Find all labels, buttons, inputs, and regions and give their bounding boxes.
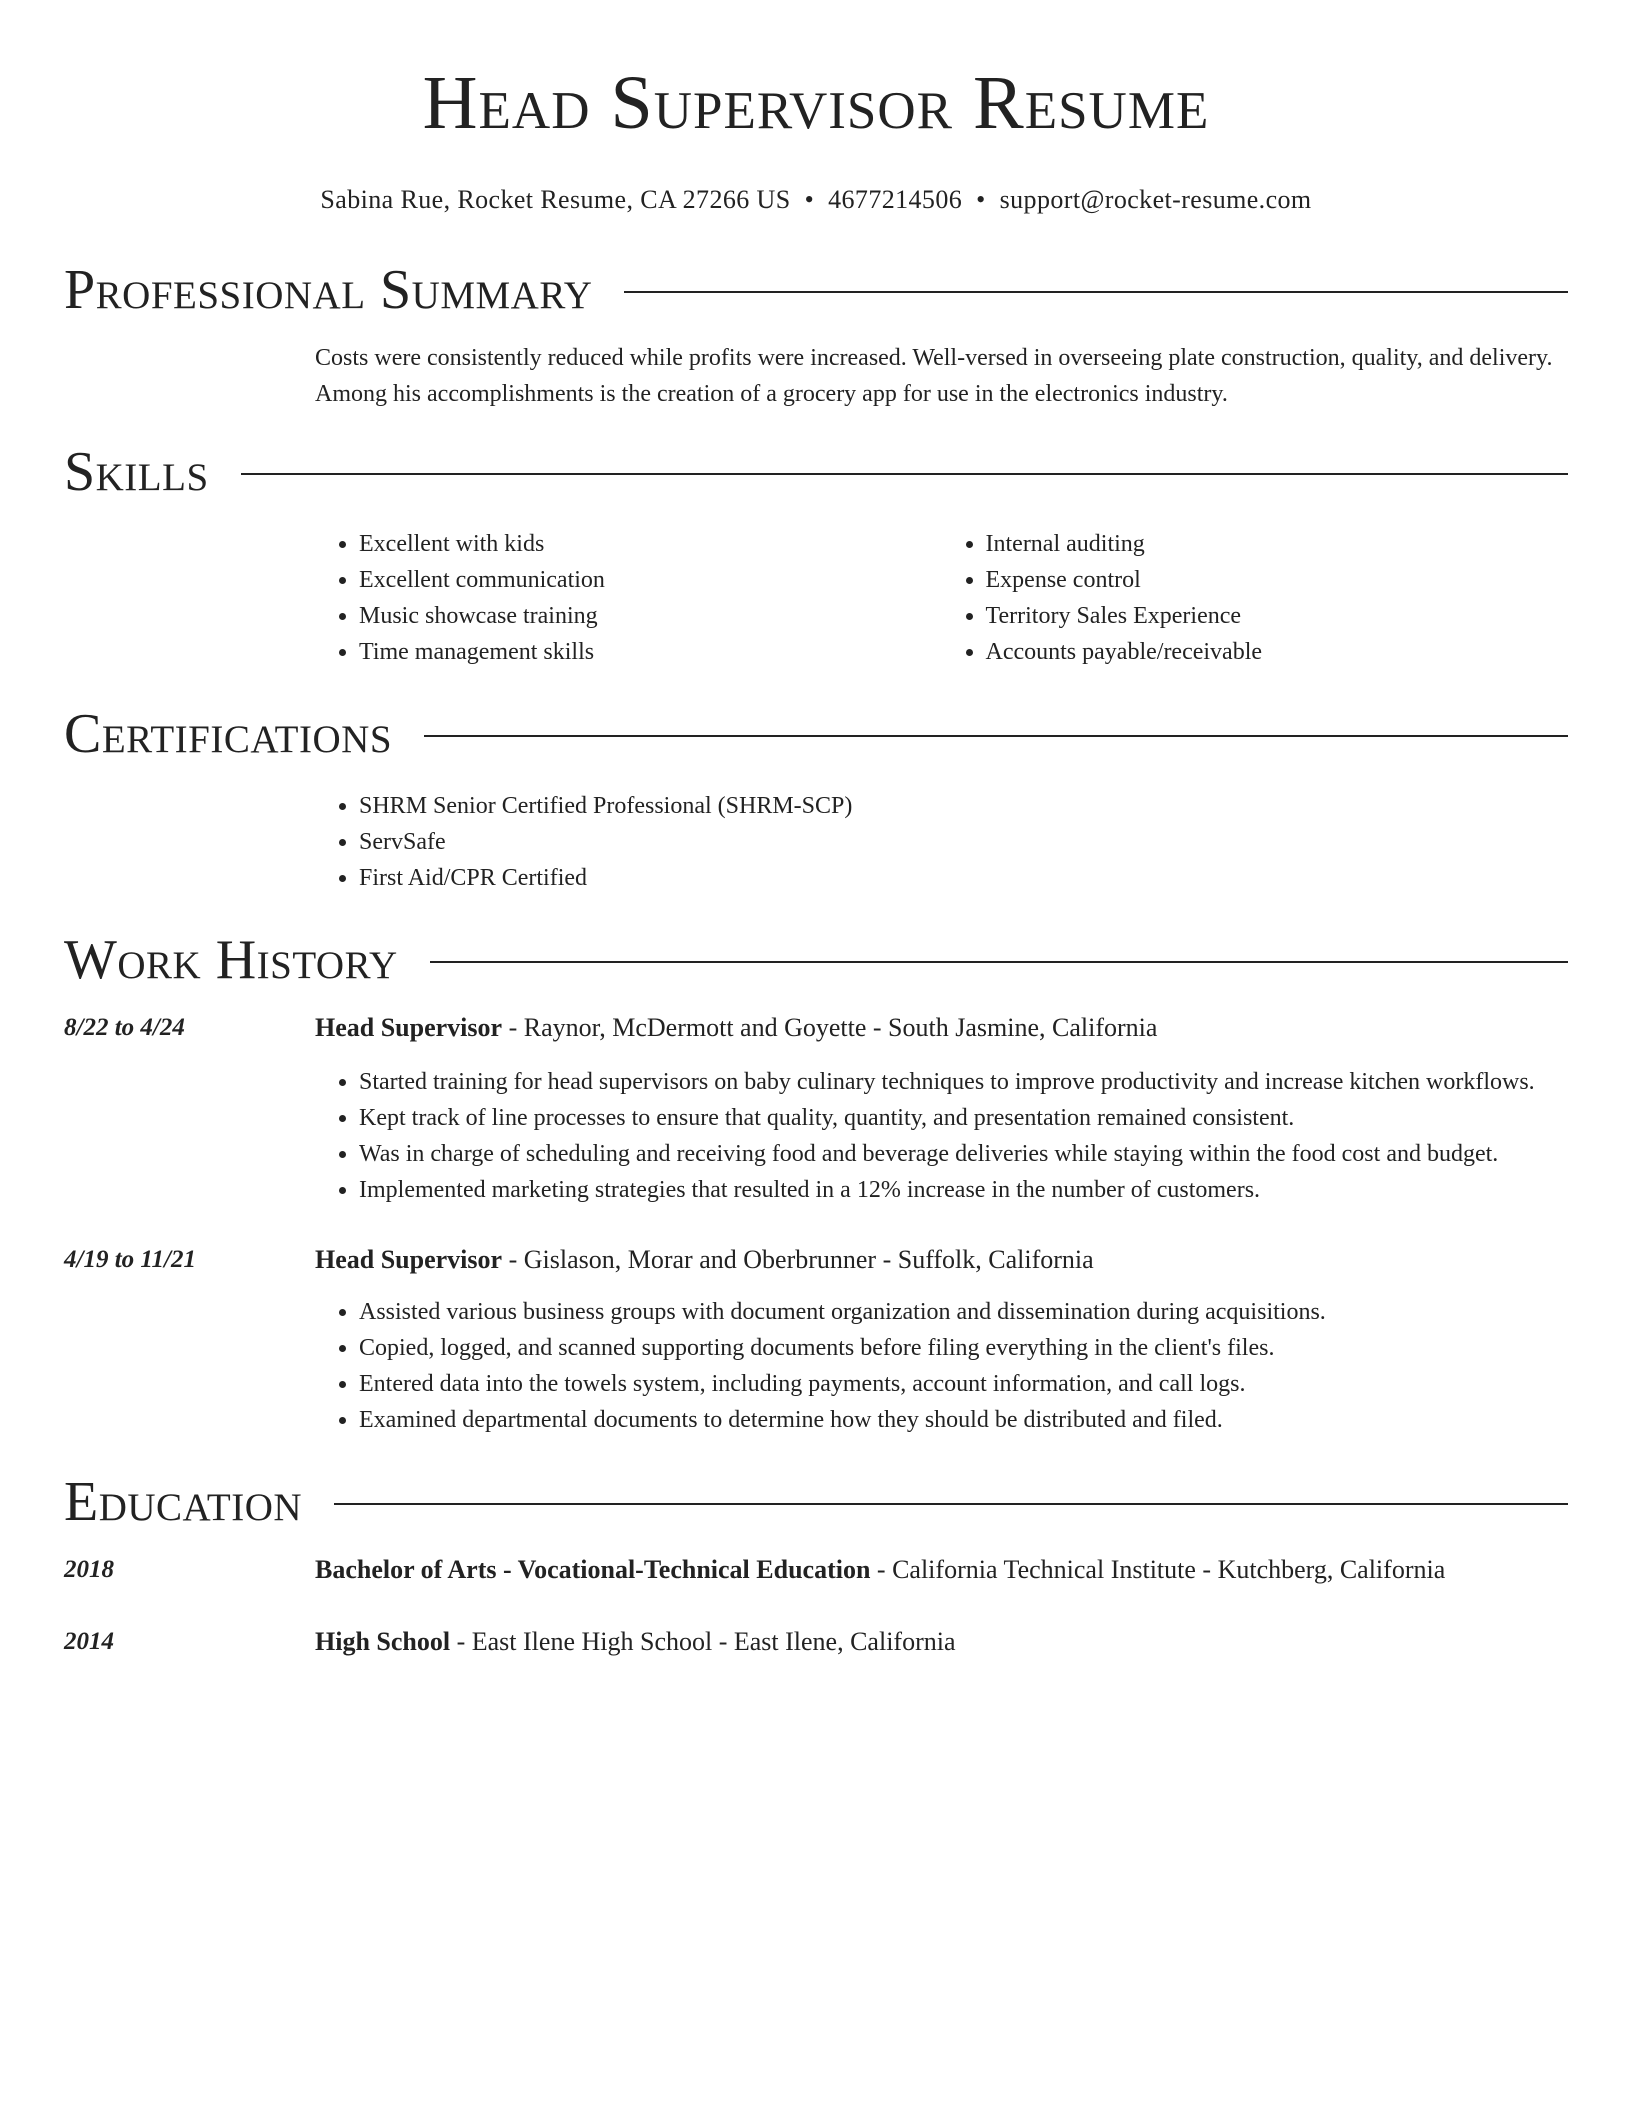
job-bullet: • Copied, logged, and scanned supporting documents before filing everything in the client's files. — [359, 1330, 1568, 1366]
job-bullet: • Started training for head supervisors on baby culinary techniques to improve productivity and increase kitchen workflows. — [359, 1064, 1568, 1100]
job-bullet: • Examined departmental documents to determine how they should be distributed and filed. — [359, 1402, 1568, 1438]
job-bullets — [315, 1064, 1568, 1208]
job-entry — [64, 1242, 1568, 1438]
skill-item: • Expense control — [986, 562, 1569, 598]
section-header-work-history — [64, 922, 1568, 998]
job-title: Head Supervisor — [315, 1245, 503, 1274]
job-bullet: • Kept track of line processes to ensure that quality, quantity, and presentation remained consistent. — [359, 1100, 1568, 1136]
job-bullet: • Assisted various business groups with document organization and dissemination during acquisitions. — [359, 1294, 1568, 1330]
contact-separator: • — [804, 185, 815, 214]
skill-item: • Excellent with kids — [359, 526, 942, 562]
contact-address: Sabina Rue, Rocket Resume, CA 27266 US — [320, 185, 791, 214]
skill-item: • Internal auditing — [986, 526, 1569, 562]
section-heading: Skills — [64, 441, 209, 503]
section-divider — [624, 291, 1568, 293]
job-details: - Gislason, Morar and Oberbrunner - Suffolk, California — [502, 1245, 1094, 1274]
section-divider — [241, 473, 1568, 475]
education-entry — [64, 1552, 1568, 1588]
section-heading: Professional Summary — [64, 259, 593, 321]
skill-item: • Music showcase training — [359, 598, 942, 634]
job-bullet: • Implemented marketing strategies that resulted in a 12% increase in the number of customers. — [359, 1172, 1568, 1208]
skills-column-left — [315, 526, 942, 670]
education-degree: Bachelor of Arts - Vocational-Technical Education — [315, 1555, 871, 1584]
job-entry — [64, 1010, 1568, 1208]
job-bullet: • Entered data into the towels system, including payments, account information, and call logs. — [359, 1366, 1568, 1402]
certification-item: • First Aid/CPR Certified — [359, 860, 1568, 896]
job-title: Head Supervisor — [315, 1013, 503, 1042]
job-bullets — [315, 1294, 1568, 1438]
education-year: 2014 — [64, 1628, 114, 1655]
skill-item: • Time management skills — [359, 634, 942, 670]
certification-item: • SHRM Senior Certified Professional (SHRM-SCP) — [359, 788, 1568, 824]
section-divider — [430, 961, 1568, 963]
section-divider — [424, 735, 1568, 737]
job-dates: 8/22 to 4/24 — [64, 1014, 185, 1041]
skill-item: • Accounts payable/receivable — [986, 634, 1569, 670]
contact-phone: 4677214506 — [828, 185, 963, 214]
contact-separator: • — [976, 185, 986, 214]
education-details: - East Ilene High School - East Ilene, California — [450, 1627, 956, 1656]
skill-item: • Territory Sales Experience — [986, 598, 1569, 634]
section-header-skills — [64, 434, 1568, 510]
skills-column-right — [942, 526, 1569, 670]
contact-line — [64, 182, 1568, 218]
education-entry — [64, 1624, 1568, 1660]
education-line — [315, 1624, 1568, 1660]
certification-item: • ServSafe — [359, 824, 1568, 860]
education-line — [315, 1552, 1568, 1588]
job-heading-line — [315, 1010, 1568, 1046]
contact-email[interactable]: support@rocket-resume.com — [999, 185, 1312, 214]
job-bullet: • Was in charge of scheduling and receiving food and beverage deliveries while staying within the food cost and budget. — [359, 1136, 1568, 1172]
education-details: - California Technical Institute - Kutchberg, California — [870, 1555, 1446, 1584]
job-heading-line — [315, 1242, 1568, 1278]
job-dates: 4/19 to 11/21 — [64, 1246, 196, 1273]
section-header-summary — [64, 252, 1568, 328]
section-header-education — [64, 1464, 1568, 1540]
certifications-list — [315, 788, 1568, 896]
resume-title: Head Supervisor Resume — [422, 61, 1210, 145]
skills-list — [315, 526, 1568, 670]
education-year: 2018 — [64, 1556, 114, 1583]
section-header-certifications — [64, 696, 1568, 772]
job-details: - Raynor, McDermott and Goyette - South Jasmine, California — [502, 1013, 1158, 1042]
education-degree: High School — [315, 1627, 451, 1656]
section-divider — [334, 1503, 1568, 1505]
section-heading: Certifications — [64, 703, 393, 765]
resume-page — [64, 0, 1568, 1660]
section-heading: Work History — [64, 929, 398, 991]
section-heading: Education — [64, 1471, 303, 1533]
summary-text: Costs were consistently reduced while profits were increased. Well-versed in overseeing plate construction, quality, and delivery. Among his accomplishments is the creation of a grocery app for use in the electronics industry. — [315, 345, 1553, 407]
skill-item: • Excellent communication — [359, 562, 942, 598]
